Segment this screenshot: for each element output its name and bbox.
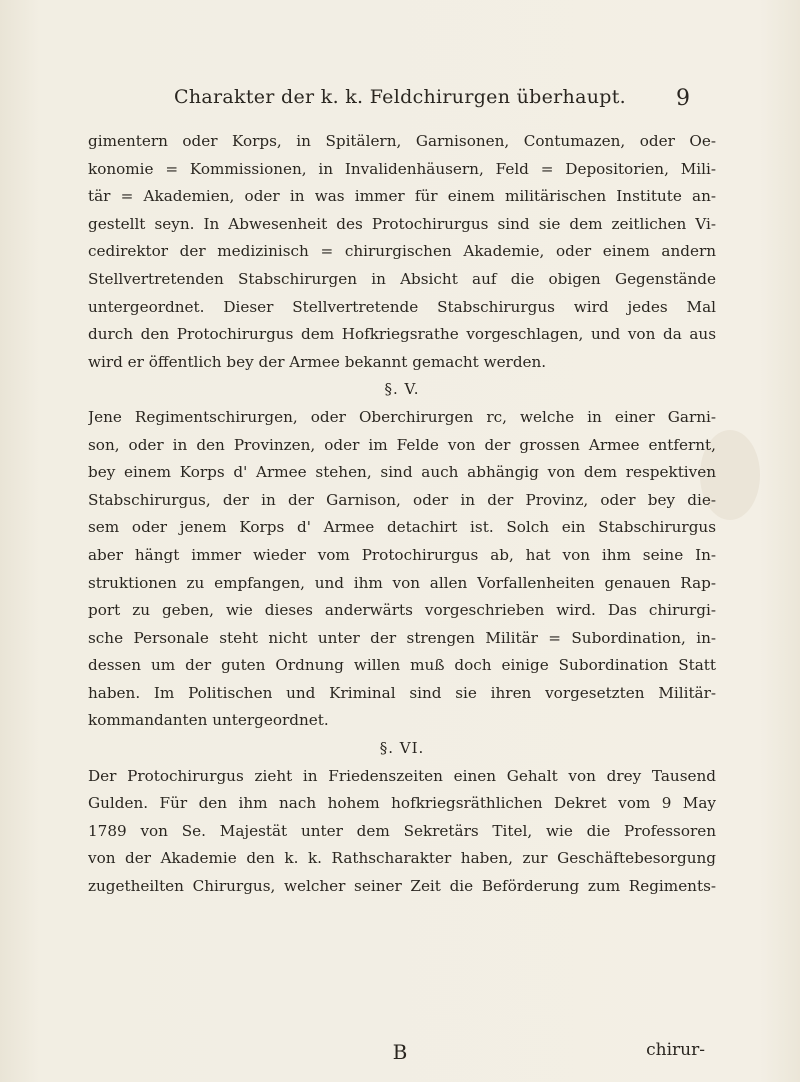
text-line: cedirektor der medizinisch = chirurgischen Akademie, oder einem andern xyxy=(88,242,716,261)
text-line: gestellt seyn. In Abwesenheit des Protochirurgus sind sie dem zeitlichen Vi- xyxy=(88,214,716,233)
text-line: dessen um der guten Ordnung willen muß doch einige Subordination Statt xyxy=(88,656,716,675)
section-heading-vi: §. VI. xyxy=(379,739,425,758)
body-text xyxy=(88,128,716,901)
text-line: kommandanten untergeordnet. xyxy=(88,711,329,730)
text-line: Der Protochirurgus zieht in Friedenszeiten einen Gehalt von drey Tausend xyxy=(88,766,716,785)
text-line: konomie = Kommissionen, in Invalidenhäusern, Feld = Depositorien, Mili- xyxy=(88,159,716,178)
text-line: 1789 von Se. Majestät unter dem Sekretärs Titel, wie die Professoren xyxy=(88,821,716,840)
text-line: aber hängt immer wieder vom Protochirurgus ab, hat von ihm seine In- xyxy=(88,545,716,564)
text-line: sem oder jenem Korps d' Armee detachirt ist. Solch ein Stabschirurgus xyxy=(88,518,716,537)
text-line: haben. Im Politischen und Kriminal sind sie ihren vorgesetzten Militär- xyxy=(88,683,716,702)
text-line: bey einem Korps d' Armee stehen, sind auch abhängig von dem respektiven xyxy=(88,463,716,482)
page-number: 9 xyxy=(676,86,690,111)
text-line: von der Akademie den k. k. Rathscharakter haben, zur Geschäftebesorgung xyxy=(88,849,716,868)
catchword: chirur- xyxy=(646,1040,705,1060)
text-line: sche Personale steht nicht unter der strengen Militär = Subordination, in- xyxy=(88,628,716,647)
signature-mark: B xyxy=(392,1040,408,1064)
text-line: gimentern oder Korps, in Spitälern, Garnisonen, Contumazen, oder Oe- xyxy=(88,132,716,150)
text-line: son, oder in den Provinzen, oder im Felde von der grossen Armee entfernt, xyxy=(88,435,716,454)
text-line: Gulden. Für den ihm nach hohem hofkriegsräthlichen Dekret vom 9 May xyxy=(88,794,716,813)
text-line: tär = Akademien, oder in was immer für einem militärischen Institute an- xyxy=(88,187,716,206)
text-line: Stabschirurgus, der in der Garnison, oder in der Provinz, oder bey die- xyxy=(88,490,716,509)
text-line: Stellvertretenden Stabschirurgen in Absicht auf die obigen Gegenstände xyxy=(88,269,716,288)
text-line: untergeordnet. Dieser Stellvertretende Stabschirurgus wird jedes Mal xyxy=(88,297,716,316)
text-line: wird er öffentlich bey der Armee bekannt gemacht werden. xyxy=(88,352,547,371)
text-line: struktionen zu empfangen, und ihm von allen Vorfallenheiten genauen Rap- xyxy=(88,573,716,592)
section-heading-v: §. V. xyxy=(384,380,420,399)
running-title: Charakter der k. k. Feldchirurgen überhaupt. xyxy=(174,86,626,108)
text-line: Jene Regimentschirurgen, oder Oberchirurgen rc, welche in einer Garni- xyxy=(88,407,716,426)
text-line: zugetheilten Chirurgus, welcher seiner Zeit die Beförderung zum Regiments- xyxy=(88,877,716,896)
text-line: port zu geben, wie dieses anderwärts vorgeschrieben wird. Das chirurgi- xyxy=(88,601,716,620)
text-line: durch den Protochirurgus dem Hofkriegsrathe vorgeschlagen, und von da aus xyxy=(88,325,716,344)
